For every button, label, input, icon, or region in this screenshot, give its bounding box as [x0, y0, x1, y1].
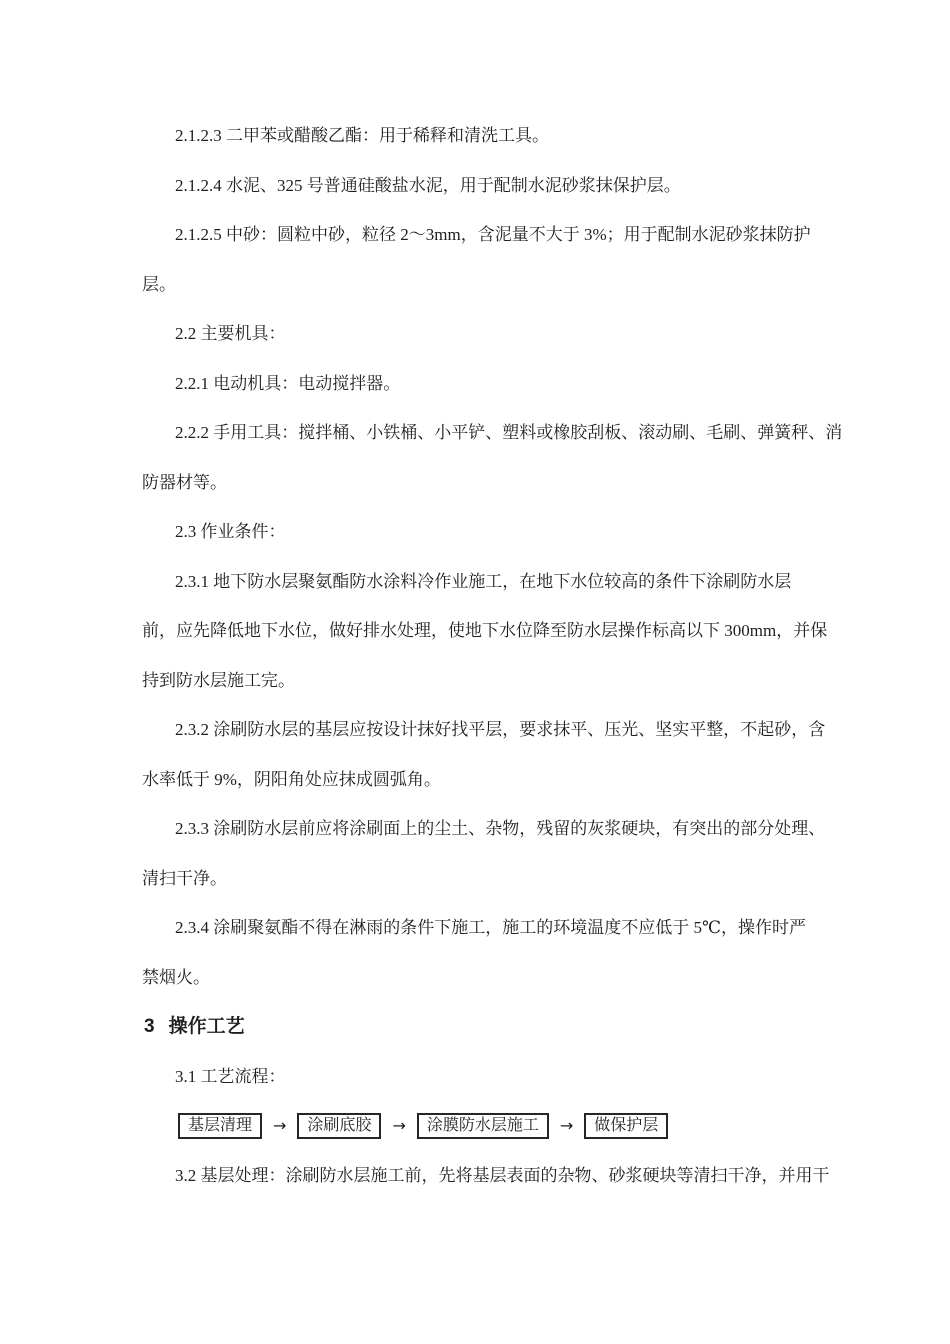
flow-step-membrane-construction: 涂膜防水层施工: [417, 1113, 549, 1139]
line-2-2: 2.2 主要机具：: [175, 324, 286, 343]
line-2-3-2: 2.3.2 涂刷防水层的基层应按设计抹好找平层，要求抹平、压光、坚实平整，不起砂，含: [175, 720, 826, 739]
arrow-right-icon: →: [392, 1116, 406, 1136]
process-flowchart: [142, 1101, 832, 1151]
line-2-3-1-cont-1: 前，应先降低地下水位，做好排水处理，使地下水位降至防水层操作标高以下 300mm，并保: [142, 621, 828, 640]
line-3-1-process-flow-label: 3.1 工艺流程：: [175, 1066, 286, 1086]
line-2-3: 2.3 作业条件：: [175, 522, 286, 541]
arrow-right-icon: →: [273, 1116, 287, 1136]
section-3-number: 3: [144, 1016, 155, 1037]
arrow-right-icon: →: [559, 1116, 574, 1136]
line-3-2-base-treatment: 3.2 基层处理：涂刷防水层施工前，先将基层表面的杂物、砂浆硬块等清扫干净，并用干: [175, 1165, 830, 1185]
line-2-1-2-5: 2.1.2.5 中砂：圆粒中砂，粒径 2～3mm，含泥量不大于 3%；用于配制水泥砂浆抹防护: [175, 225, 811, 244]
line-2-1-2-5-cont: 层。: [142, 274, 176, 294]
line-2-3-4-cont: 禁烟火。: [142, 967, 210, 987]
flow-step-base-cleaning: 基层清理: [178, 1113, 262, 1139]
line-2-2-2-cont: 防器材等。: [142, 472, 227, 492]
flow-step-primer-coating: 涂刷底胶: [297, 1113, 381, 1139]
line-2-1-2-4: 2.1.2.4 水泥、325 号普通硅酸盐水泥，用于配制水泥砂浆抹保护层。: [175, 175, 681, 195]
line-2-2-1: 2.2.1 电动机具：电动搅拌器。: [175, 373, 401, 393]
line-2-3-1: 2.3.1 地下防水层聚氨酯防水涂料冷作业施工，在地下水位较高的条件下涂刷防水层: [175, 571, 792, 591]
flow-step-protective-layer: 做保护层: [584, 1113, 668, 1139]
line-2-3-1-cont-2: 持到防水层施工完。: [142, 670, 295, 690]
section-3-heading: [142, 1002, 832, 1052]
line-2-3-2-cont: 水率低于 9%，阴阳角处应抹成圆弧角。: [142, 769, 441, 789]
line-2-2-2: 2.2.2 手用工具：搅拌桶、小铁桶、小平铲、塑料或橡胶刮板、滚动刷、毛刷、弹簧秤、消: [175, 423, 843, 442]
section-3-title: 操作工艺: [168, 1016, 245, 1037]
line-2-3-3: 2.3.3 涂刷防水层前应将涂刷面上的尘土、杂物，残留的灰浆硬块，有突出的部分处理、: [175, 819, 826, 838]
line-2-3-4: 2.3.4 涂刷聚氨酯不得在淋雨的条件下施工，施工的环境温度不应低于 5℃，操作时严: [175, 918, 807, 937]
line-2-3-3-cont: 清扫干净。: [142, 868, 227, 888]
line-2-1-2-3: 2.1.2.3 二甲苯或醋酸乙酯：用于稀释和清洗工具。: [175, 126, 549, 145]
